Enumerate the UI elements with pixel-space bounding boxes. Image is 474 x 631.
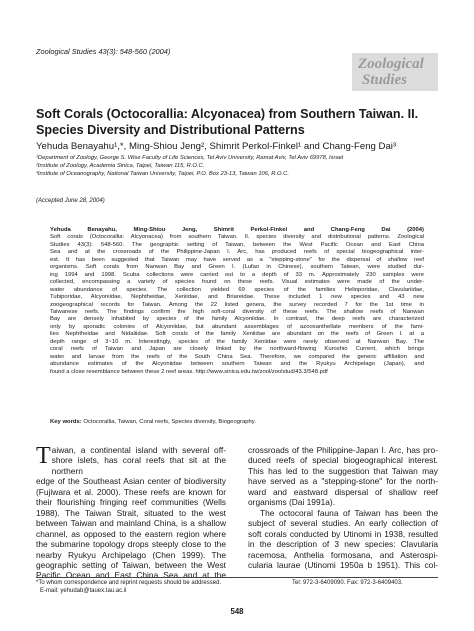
abstract-line: Sea and at the crossroads of the Philippine-Japan I. Arc, has produced reefs of special biogeographical inter- — [50, 249, 424, 256]
drop-cap: T — [36, 443, 51, 469]
body-line: nearby Ryukyu Archipelago (Chen 1999). The — [36, 549, 226, 560]
body-line: subject of several studies. An early collection of — [248, 518, 438, 529]
abstract — [50, 227, 424, 376]
authors: Yehuda Benayahu¹,*, Ming-Shiou Jeng², Shimrit Perkol-Finkel¹ and Chang-Feng Dai³ — [36, 141, 397, 152]
affiliation-2: ²Institute of Zoology, Academia Sinica, Taipei, Taiwan 115, R.O.C. — [36, 163, 205, 169]
abstract-line: water abundance of species. The collection yielded 69 species of the families Helioporidae, Clavulariidae, — [50, 286, 424, 293]
abstract-line: Soft corals (Octocorallia: Alcyonacea) from southern Taiwan. II. species diversity and distributional patterns. Zoological — [50, 234, 424, 241]
abstract-line: depth range of 3~10 m. Interestingly, species of the family Xeniidae were rarely observed at Nanwan Bay. The — [50, 338, 424, 345]
abstract-line: coral reefs of Taiwan and Japan are closely linked by the northward-flowing Kuroshio Current, which brings — [50, 346, 424, 353]
keywords — [50, 419, 424, 425]
footnote-contact-phone: Tel: 972-3-6409090. Fax: 972-3-6409403. — [292, 580, 403, 586]
body-line: organisms (Dai 1991a). — [248, 497, 336, 508]
affiliation-1: ¹Department of Zoology, George S. Wise Faculty of Life Sciences, Tel Aviv University, Ramat Aviv, Tel Aviv 69978, Israel — [36, 155, 344, 161]
accepted-date: (Accepted June 28, 2004) — [36, 198, 105, 204]
body-line: their flourishing fringing reef communities (Wells — [36, 497, 226, 508]
body-line: edge of the Southeast Asian center of biodiversity — [36, 476, 226, 487]
body-line: duced reefs of special biogeographical interest. — [248, 455, 438, 466]
body-line: shore islets, has coral reefs that sit at the northern — [51, 455, 226, 476]
abstract-line: zoogeographical records for Taiwan. Among the 22 listed genera, the survey recorded 7 for the 1st time in — [50, 301, 424, 308]
body-line: between Taiwan and mainland China, is a shallow — [36, 518, 226, 529]
abstract-line: est. It has been suggested that Taiwan may have served as a "stepping-stone" for the dispersal of shallow reef — [50, 256, 424, 263]
abstract-line: Tubiporidae, Alcyoniidae, Nephtheidae, Xeniidae, and Briareidae. These included 1 new species and 43 new — [50, 294, 424, 301]
body-line: (Fujiwara et al. 2000). These reefs are known for — [36, 486, 226, 497]
abstract-line: only by sporadic colonies of Alcyoniidae, but abundant assemblages of azooxanthellate members of the fami- — [50, 323, 424, 330]
journal-citation: Zoological Studies 43(3): 548-560 (2004) — [36, 47, 171, 56]
body-line: have served as a "stepping-stone" for the north- — [248, 476, 438, 487]
logo-line-1: Zoological — [358, 56, 424, 72]
body-line: cularia laurae (Utinomi 1950a b 1951). This col- — [248, 559, 438, 570]
footnote-divider — [36, 577, 438, 578]
abstract-line: lies Nephtheidae and Nidaliidae. Soft corals of the family Xeniidae are abundant on the reefs of Green I. at a — [50, 331, 424, 338]
body-line: Pacific Ocean and East China Sea and at the — [36, 570, 226, 581]
abstract-lead: Yehuda Benayahu, Ming-Shiou Jeng, Shimrit Perkol-Finkel and Chang-Feng Dai (2004) — [50, 227, 424, 233]
abstract-line: ing 1994 and 1998. Scuba collections were carried out to a depth of 33 m. Approximately 230 samples were — [50, 271, 424, 278]
body-line: in the description of 3 new species: Clavularia — [248, 539, 438, 550]
page-number: 548 — [230, 607, 244, 616]
keywords-text: Octocorallia, Taiwan, Coral reefs, Species diversity, Biogeography. — [83, 419, 256, 425]
keywords-label: Key words: — [50, 419, 82, 425]
abstract-line: organisms. Soft corals from Nanwan Bay and Green I. (Lufao in Chinese), southern Taiwan, were studied dur- — [50, 264, 424, 271]
body-line: aiwan, a continental island with several off- — [51, 445, 226, 455]
footnote-email: E-mail: yehudab@tauex.tau.ac.il — [40, 588, 127, 594]
body-column-left — [36, 445, 226, 581]
abstract-line: abundance estimates of the Alcyoniidae between southern Taiwan and the Ryukyu Archipelago (Japan), and — [50, 361, 424, 368]
footnote-correspondence: *To whom correspondence and reprint requests should be addressed. — [36, 580, 222, 586]
body-line: ward and eastward dispersal of shallow reef — [248, 486, 438, 497]
body-line: soft corals conducted by Utinomi in 1938, resulted — [248, 528, 438, 539]
affiliation-3: ³Institute of Oceanography, National Taiwan University, Taipei, P.O. Box 23-13, Taiwan 106, R.O.C. — [36, 171, 289, 177]
footnote-line-1 — [36, 580, 438, 586]
body-line: channel, as opposed to the eastern region where — [36, 528, 226, 539]
abstract-line: found a close resemblance between these 2 reef areas. http://www.sinica.edu.tw/zool/zoolstud/43.3/548.pdf — [50, 368, 328, 375]
abstract-line — [50, 227, 424, 234]
abstract-line: water and larvae from the reefs of the South China Sea. Therefore, we compared the generic affiliation and — [50, 353, 424, 360]
title-line-2: Species Diversity and Distributional Patterns — [36, 123, 305, 137]
abstract-line: Bay are densely inhabited by species of the family Alcyoniidae. In contrast, the deep reefs are characterized — [50, 316, 424, 323]
article-title — [36, 106, 438, 138]
body-line: the submarine topology drops steeply close to the — [36, 539, 226, 550]
body-line: This has led to the suggestion that Taiwan may — [248, 465, 438, 476]
abstract-line: Studies 43(3): 548-560. The geographic setting of Taiwan, between the West Pacific Ocean and East China — [50, 241, 424, 248]
logo-line-2: Studies — [362, 72, 408, 88]
title-line-1: Soft Corals (Octocorallia: Alcyonacea) from Southern Taiwan. II. — [36, 107, 419, 121]
journal-logo — [352, 53, 438, 91]
body-line: The octocoral fauna of Taiwan has been the — [260, 507, 438, 518]
abstract-line: collected, encompassing a variety of species found on these reefs. Visual estimates were made of the under- — [50, 279, 424, 286]
body-line: racemosa, Anthelia formosana, and Asterospi- — [248, 549, 438, 560]
body-column-right — [248, 445, 438, 570]
body-line: 1988). The Taiwan Strait, situated to the west — [36, 507, 226, 518]
abstract-line: Taiwanese reefs. The findings confirm the high soft-coral diversity of these reefs. The shallow reefs of Nanwan — [50, 308, 424, 315]
body-line: crossroads of the Philippine-Japan I. Arc, has pro- — [248, 445, 438, 455]
body-line: geographic setting of Taiwan, between the West — [36, 559, 226, 570]
